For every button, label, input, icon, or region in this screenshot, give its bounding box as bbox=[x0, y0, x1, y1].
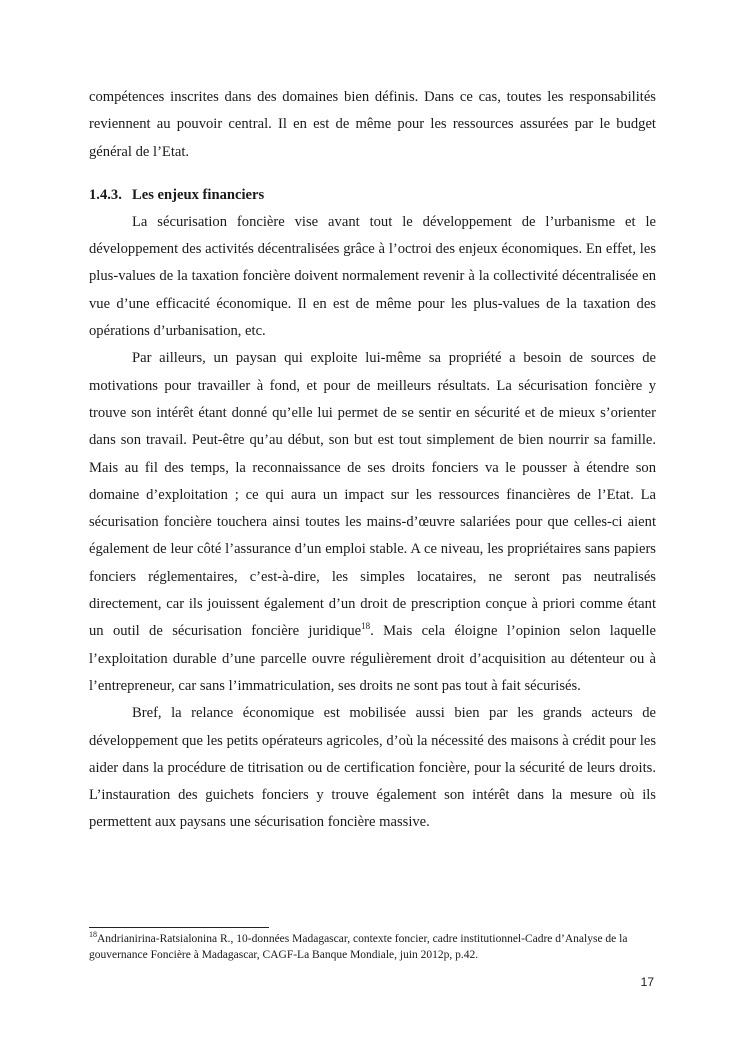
paragraph-financial-stakes: La sécurisation foncière vise avant tout le développement de l’urbanisme et le développement des activités décentralisées grâce à l’octroi des enjeux économiques. En effet, les plus-values de la taxation foncière doivent normalement revenir à la collectivité décentralisée en vue d’une efficacité économique. Il en est de même pour les plus-values de la taxation des opérations d’urbanisation, etc. bbox=[89, 213, 656, 340]
footnote bbox=[89, 932, 656, 963]
section-heading bbox=[89, 182, 656, 209]
footnote-text: Andrianirina-Ratsialonina R., 10-données Madagascar, contexte foncier, cadre institutionnel-Cadre d’Analyse de la gouvernance Foncière à Madagascar, CAGF-La Banque Mondiale, juin 2012p, p.42. bbox=[89, 933, 628, 961]
section-number: 1.4.3. bbox=[89, 186, 122, 203]
paragraph-continuation: compétences inscrites dans des domaines bien définis. Dans ce cas, toutes les responsabilités reviennent au pouvoir central. Il en est de même pour les ressources assurées par le budget général de l’Etat. bbox=[89, 89, 656, 160]
paragraph-economic-recovery: Bref, la relance économique est mobilisée aussi bien par les grands acteurs de développement que les petits opérateurs agricoles, d’où la nécessité des maisons à crédit pour les aider dans la procédure de titrisation ou de certification foncière, pour la sécurité de leurs droits. L’instauration des guichets fonciers y trouve également son intérêt dans la mesure où ils permettent aux paysans une sécurisation foncière massive. bbox=[89, 705, 656, 831]
paragraph-peasant-motivation bbox=[89, 345, 656, 700]
footnote-separator bbox=[89, 927, 269, 928]
footnote-reference[interactable]: 18 bbox=[361, 621, 371, 632]
page-body bbox=[89, 84, 656, 837]
paragraph-text-part1: Par ailleurs, un paysan qui exploite lui-même sa propriété a besoin de sources de motivations pour travailler à fond, et pour de meilleurs résultats. La sécurisation foncière y trouve son intérêt étant donné qu’elle lui permet de se sentir en sécurité et de mieux s’orienter dans son travail. Peut-être qu’au début, son but est tout simplement de bien nourrir sa famille. Mais au fil des temps, la reconnaissance de ses droits fonciers va le pousser à étendre son domaine d’exploitation ; ce qui aura un impact sur les ressources financières de l’Etat. La sécurisation foncière touchera ainsi toutes les mains-d’œuvre salariées pour que celles-ci aient également de leur côté l’assurance d’un emploi stable. A ce niveau, les propriétaires sans papiers fonciers réglementaires, c’est-à-dire, les simples locataires, ne seront pas neutralisés directement, car ils jouissent également d’un droit de prescription conçue à priori comme étant un outil de sécurisation foncière juridique bbox=[89, 350, 656, 640]
page-number: 17 bbox=[640, 975, 654, 989]
paragraph-text-part2: . Mais cela éloigne l’opinion selon laquelle l’exploitation durable d’une parcelle ouvre régulièrement droit d’acquisition au détenteur ou à l’entrepreneur, car sans l’immatriculation, ses droits ne sont pas tout à fait sécurisés. bbox=[89, 623, 657, 694]
footnote-number: 18 bbox=[89, 930, 97, 940]
section-title: Les enjeux financiers bbox=[132, 186, 265, 203]
